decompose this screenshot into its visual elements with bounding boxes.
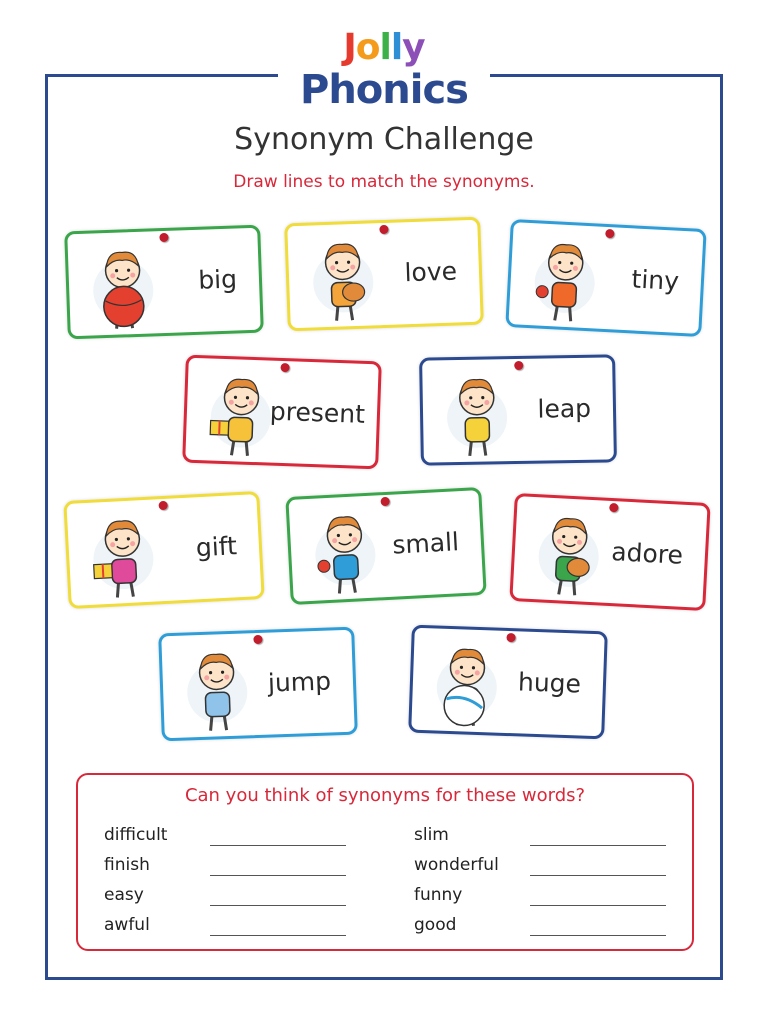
logo-jolly-text (278, 26, 490, 70)
answer-line[interactable] (210, 875, 346, 876)
instruction-text: Draw lines to match the synonyms. (233, 172, 535, 192)
girl-jumping-icon (175, 639, 258, 738)
card-word: tiny (630, 264, 680, 296)
card-word: huge (517, 667, 582, 699)
prompt-word: funny (414, 885, 463, 905)
logo-phonics-text: Phonics (300, 67, 468, 113)
logo-letter: J (343, 27, 356, 68)
prompt-word: difficult (104, 825, 168, 845)
card-word: leap (537, 393, 592, 424)
word-card-adore[interactable] (509, 493, 710, 611)
word-card-small[interactable] (285, 487, 486, 605)
card-word: love (404, 256, 458, 288)
card-word: adore (610, 537, 684, 570)
girl-with-apple-icon (522, 229, 607, 329)
child-with-puppy-icon (301, 229, 384, 328)
word-card-leap[interactable] (419, 354, 617, 465)
child-leaping-icon (436, 365, 518, 462)
child-with-apple-icon (303, 501, 388, 601)
word-card-big[interactable] (64, 225, 264, 340)
word-card-tiny[interactable] (505, 219, 706, 337)
girl-with-gift-icon (81, 505, 166, 605)
answer-line[interactable] (530, 935, 666, 936)
answer-line[interactable] (210, 905, 346, 906)
girl-with-kitten-icon (526, 503, 611, 603)
card-word: big (197, 264, 238, 295)
prompt-word: wonderful (414, 855, 499, 875)
card-word: present (269, 396, 366, 429)
card-word: small (391, 527, 460, 560)
word-card-jump[interactable] (158, 627, 358, 742)
girl-with-beach-ball-icon (425, 634, 508, 733)
answer-line[interactable] (530, 875, 666, 876)
word-card-huge[interactable] (408, 625, 608, 740)
jolly-phonics-logo (278, 26, 490, 112)
answer-line[interactable] (210, 935, 346, 936)
prompt-word: finish (104, 855, 150, 875)
answer-line[interactable] (530, 905, 666, 906)
word-card-love[interactable] (284, 217, 484, 332)
logo-letter: o (355, 27, 380, 68)
answer-line[interactable] (210, 845, 346, 846)
logo-letter: y (402, 27, 425, 68)
card-word: jump (267, 666, 332, 698)
synonym-question-box (76, 773, 694, 951)
child-with-ball-icon (81, 237, 164, 336)
word-card-gift[interactable] (63, 491, 264, 609)
prompt-word: good (414, 915, 457, 935)
logo-letter: l (390, 27, 403, 68)
prompt-word: awful (104, 915, 150, 935)
prompt-word: slim (414, 825, 449, 845)
answer-line[interactable] (530, 845, 666, 846)
question-title: Can you think of synonyms for these words? (184, 785, 586, 806)
card-word: gift (195, 531, 238, 563)
word-card-present[interactable] (182, 355, 382, 470)
page-title: Synonym Challenge (234, 122, 534, 157)
prompt-word: easy (104, 885, 144, 905)
logo-letter: l (379, 27, 391, 68)
